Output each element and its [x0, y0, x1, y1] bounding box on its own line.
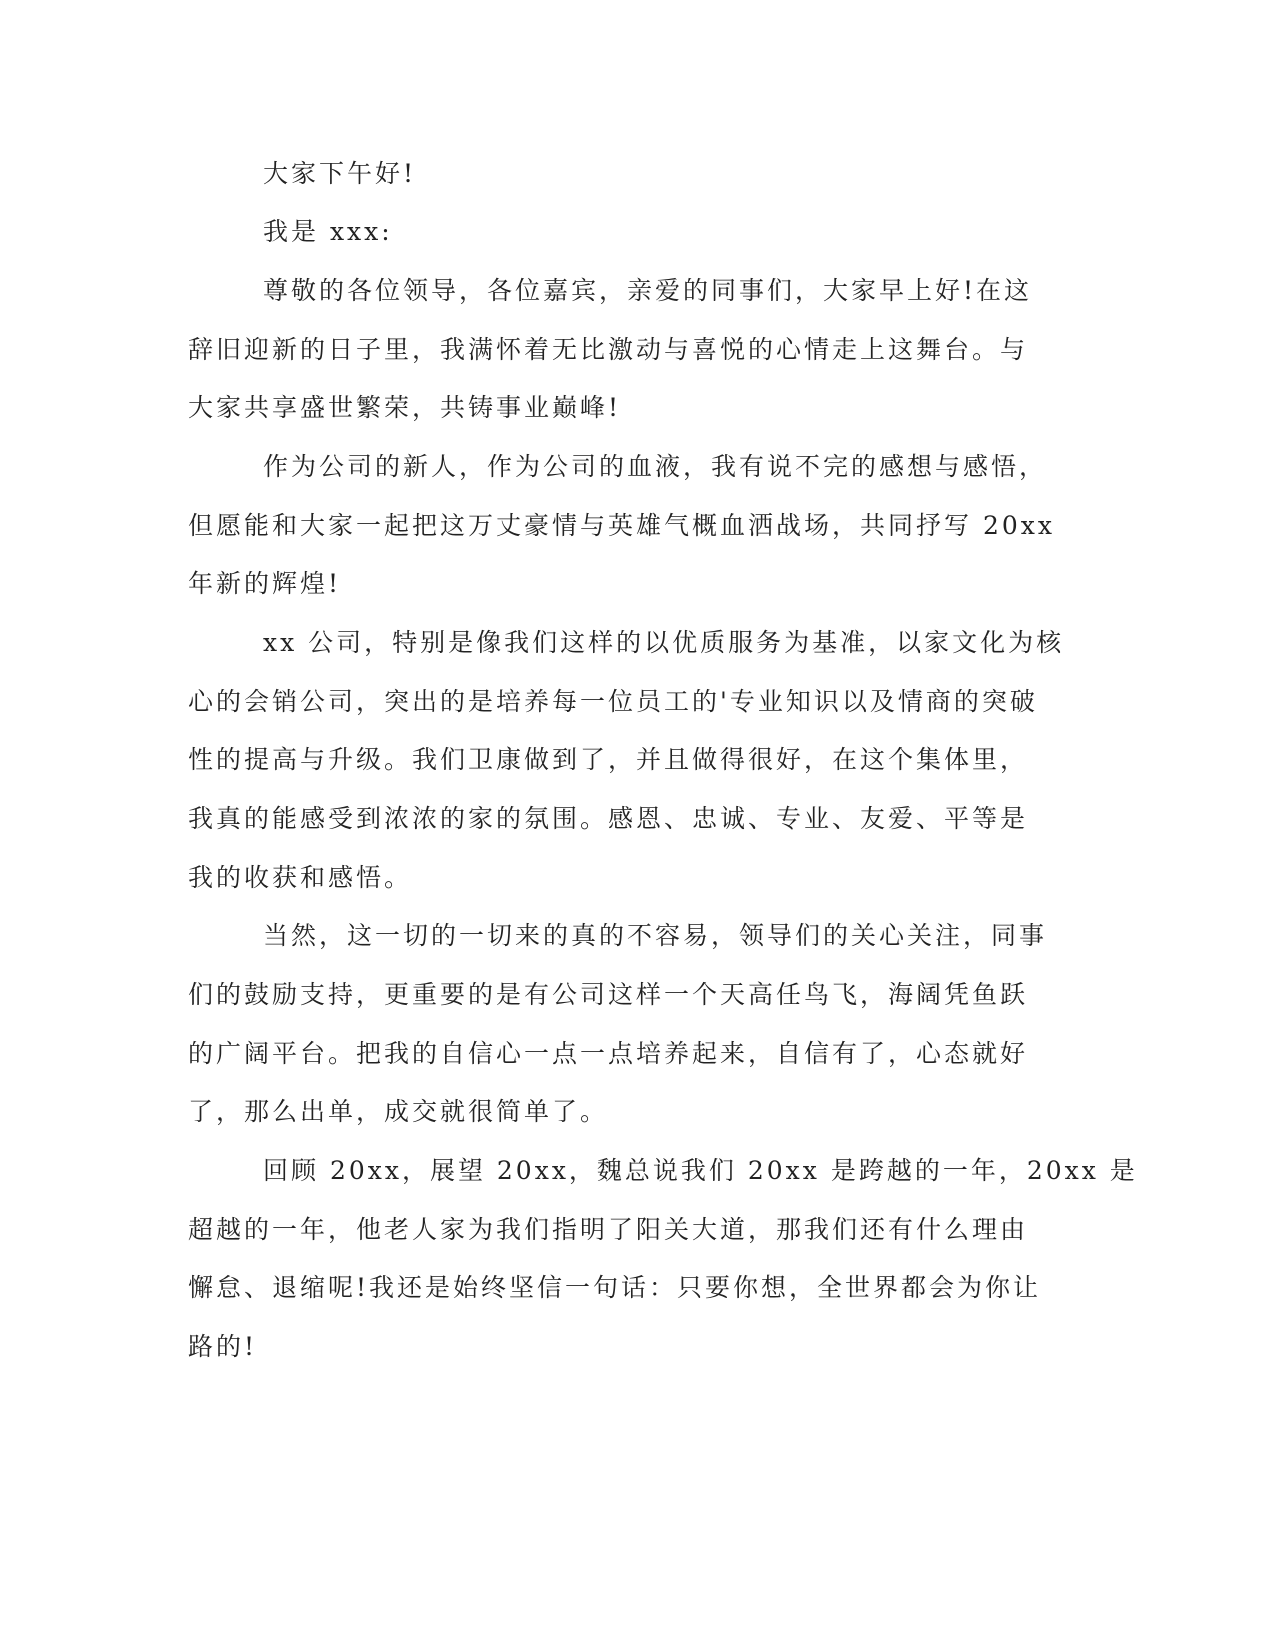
paragraph-line: 们的鼓励支持，更重要的是有公司这样一个天高任鸟飞，海阔凭鱼跃	[188, 980, 1029, 1009]
paragraph-line: 心的会销公司，突出的是培养每一位员工的'专业知识以及情商的突破	[188, 687, 1038, 716]
paragraph-line: 的广阔平台。把我的自信心一点一点培养起来，自信有了，心态就好	[188, 1039, 1029, 1068]
paragraph-line: 大家共享盛世繁荣，共铸事业巅峰!	[188, 393, 622, 422]
paragraph-line: 年新的辉煌!	[188, 569, 342, 598]
self-intro-line: 我是 xxx:	[263, 217, 393, 246]
greeting-line: 大家下午好!	[263, 159, 417, 188]
paragraph-line: 回顾 20xx，展望 20xx，魏总说我们 20xx 是跨越的一年，20xx 是	[263, 1156, 1138, 1185]
paragraph-line: 辞旧迎新的日子里，我满怀着无比激动与喜悦的心情走上这舞台。与	[188, 335, 1029, 364]
paragraph-line: xx 公司，特别是像我们这样的以优质服务为基准，以家文化为核	[263, 628, 1065, 657]
paragraph-line: 尊敬的各位领导，各位嘉宾，亲爱的同事们，大家早上好!在这	[263, 276, 1033, 305]
paragraph-line: 超越的一年，他老人家为我们指明了阳关大道，那我们还有什么理由	[188, 1215, 1029, 1244]
paragraph-line: 懈怠、退缩呢!我还是始终坚信一句话：只要你想，全世界都会为你让	[188, 1273, 1042, 1302]
paragraph-line: 我的收获和感悟。	[188, 863, 413, 892]
paragraph-line: 当然，这一切的一切来的真的不容易，领导们的关心关注，同事	[263, 921, 1048, 950]
paragraph-line: 作为公司的新人，作为公司的血液，我有说不完的感想与感悟，	[263, 452, 1048, 481]
paragraph-line: 路的!	[188, 1332, 258, 1361]
paragraph-line: 但愿能和大家一起把这万丈豪情与英雄气概血洒战场，共同抒写 20xx	[188, 511, 1055, 540]
paragraph-line: 我真的能感受到浓浓的家的氛围。感恩、忠诚、专业、友爱、平等是	[188, 804, 1029, 833]
paragraph-line: 性的提高与升级。我们卫康做到了，并且做得很好，在这个集体里，	[188, 745, 1029, 774]
paragraph-line: 了，那么出单，成交就很简单了。	[188, 1097, 609, 1126]
